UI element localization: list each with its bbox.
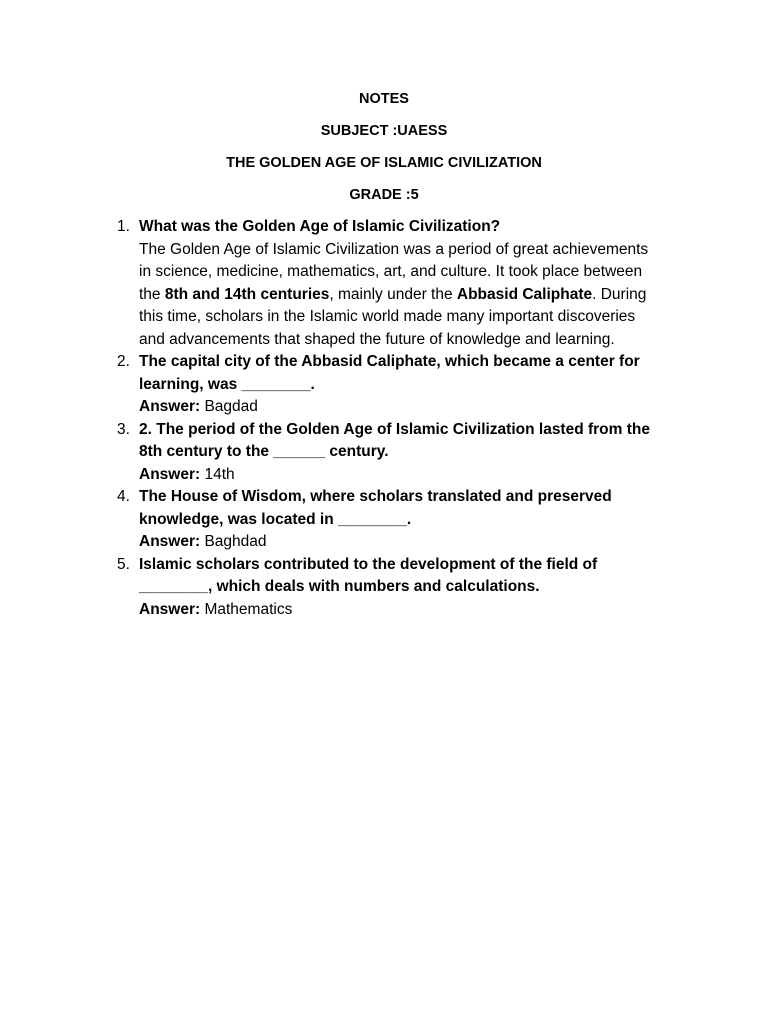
answer-line [139, 396, 660, 419]
question-text: Islamic scholars contributed to the development of the field of ________, which deals with numbers and calculations. [139, 555, 598, 595]
answer-line [139, 599, 660, 622]
subject-heading: SUBJECT :UAESS [320, 123, 448, 139]
item-number: 4. [117, 488, 130, 505]
paragraph-text: . During this time, scholars in the Islamic world made many important discoveries and advancements that shaped the future of knowledge and learning. [139, 285, 647, 348]
list-item-3 [112, 419, 660, 487]
answer-value: Bagdad [204, 398, 258, 415]
paragraph-text: , mainly under the [329, 285, 457, 303]
answer-value: Baghdad [204, 533, 267, 550]
list-item-1 [112, 216, 660, 351]
answer-line [139, 531, 660, 554]
paragraph-bold-caliphate: Abbasid Caliphate [456, 285, 593, 303]
answer-line [139, 464, 660, 487]
list-item-4 [112, 486, 660, 554]
answer-label: Answer: [139, 533, 201, 550]
title-heading: THE GOLDEN AGE OF ISLAMIC CIVILIZATION [226, 155, 542, 171]
item-number: 1. [117, 218, 130, 235]
grade-heading: GRADE :5 [349, 187, 419, 203]
notes-heading: NOTES [359, 91, 409, 107]
list-item-5 [112, 554, 660, 622]
item-number: 5. [117, 555, 130, 573]
list-item-2 [112, 351, 660, 419]
question-text: What was the Golden Age of Islamic Civilization? [139, 218, 501, 235]
question-text: The capital city of the Abbasid Caliphate, which became a center for learning, was ________. [139, 353, 640, 393]
paragraph-text: The Golden Age of Islamic Civilization was a period of great achievements in science, medicine, mathematics, art, and culture. It took place between the [139, 240, 649, 303]
paragraph-bold-centuries: 8th and 14th centuries [164, 285, 330, 303]
item-number: 3. [117, 420, 130, 438]
answer-value: 14th [204, 465, 235, 483]
answer-label: Answer: [139, 465, 201, 483]
question-text: 2. The period of the Golden Age of Islamic Civilization lasted from the 8th century to the ______ century. [139, 420, 650, 460]
question-text: The House of Wisdom, where scholars translated and preserved knowledge, was located in ________. [139, 488, 612, 528]
answer-paragraph [139, 239, 660, 352]
answer-value: Mathematics [204, 600, 293, 618]
question-list [112, 216, 660, 621]
answer-label: Answer: [139, 398, 201, 415]
answer-label: Answer: [139, 600, 201, 618]
item-number: 2. [117, 353, 130, 370]
